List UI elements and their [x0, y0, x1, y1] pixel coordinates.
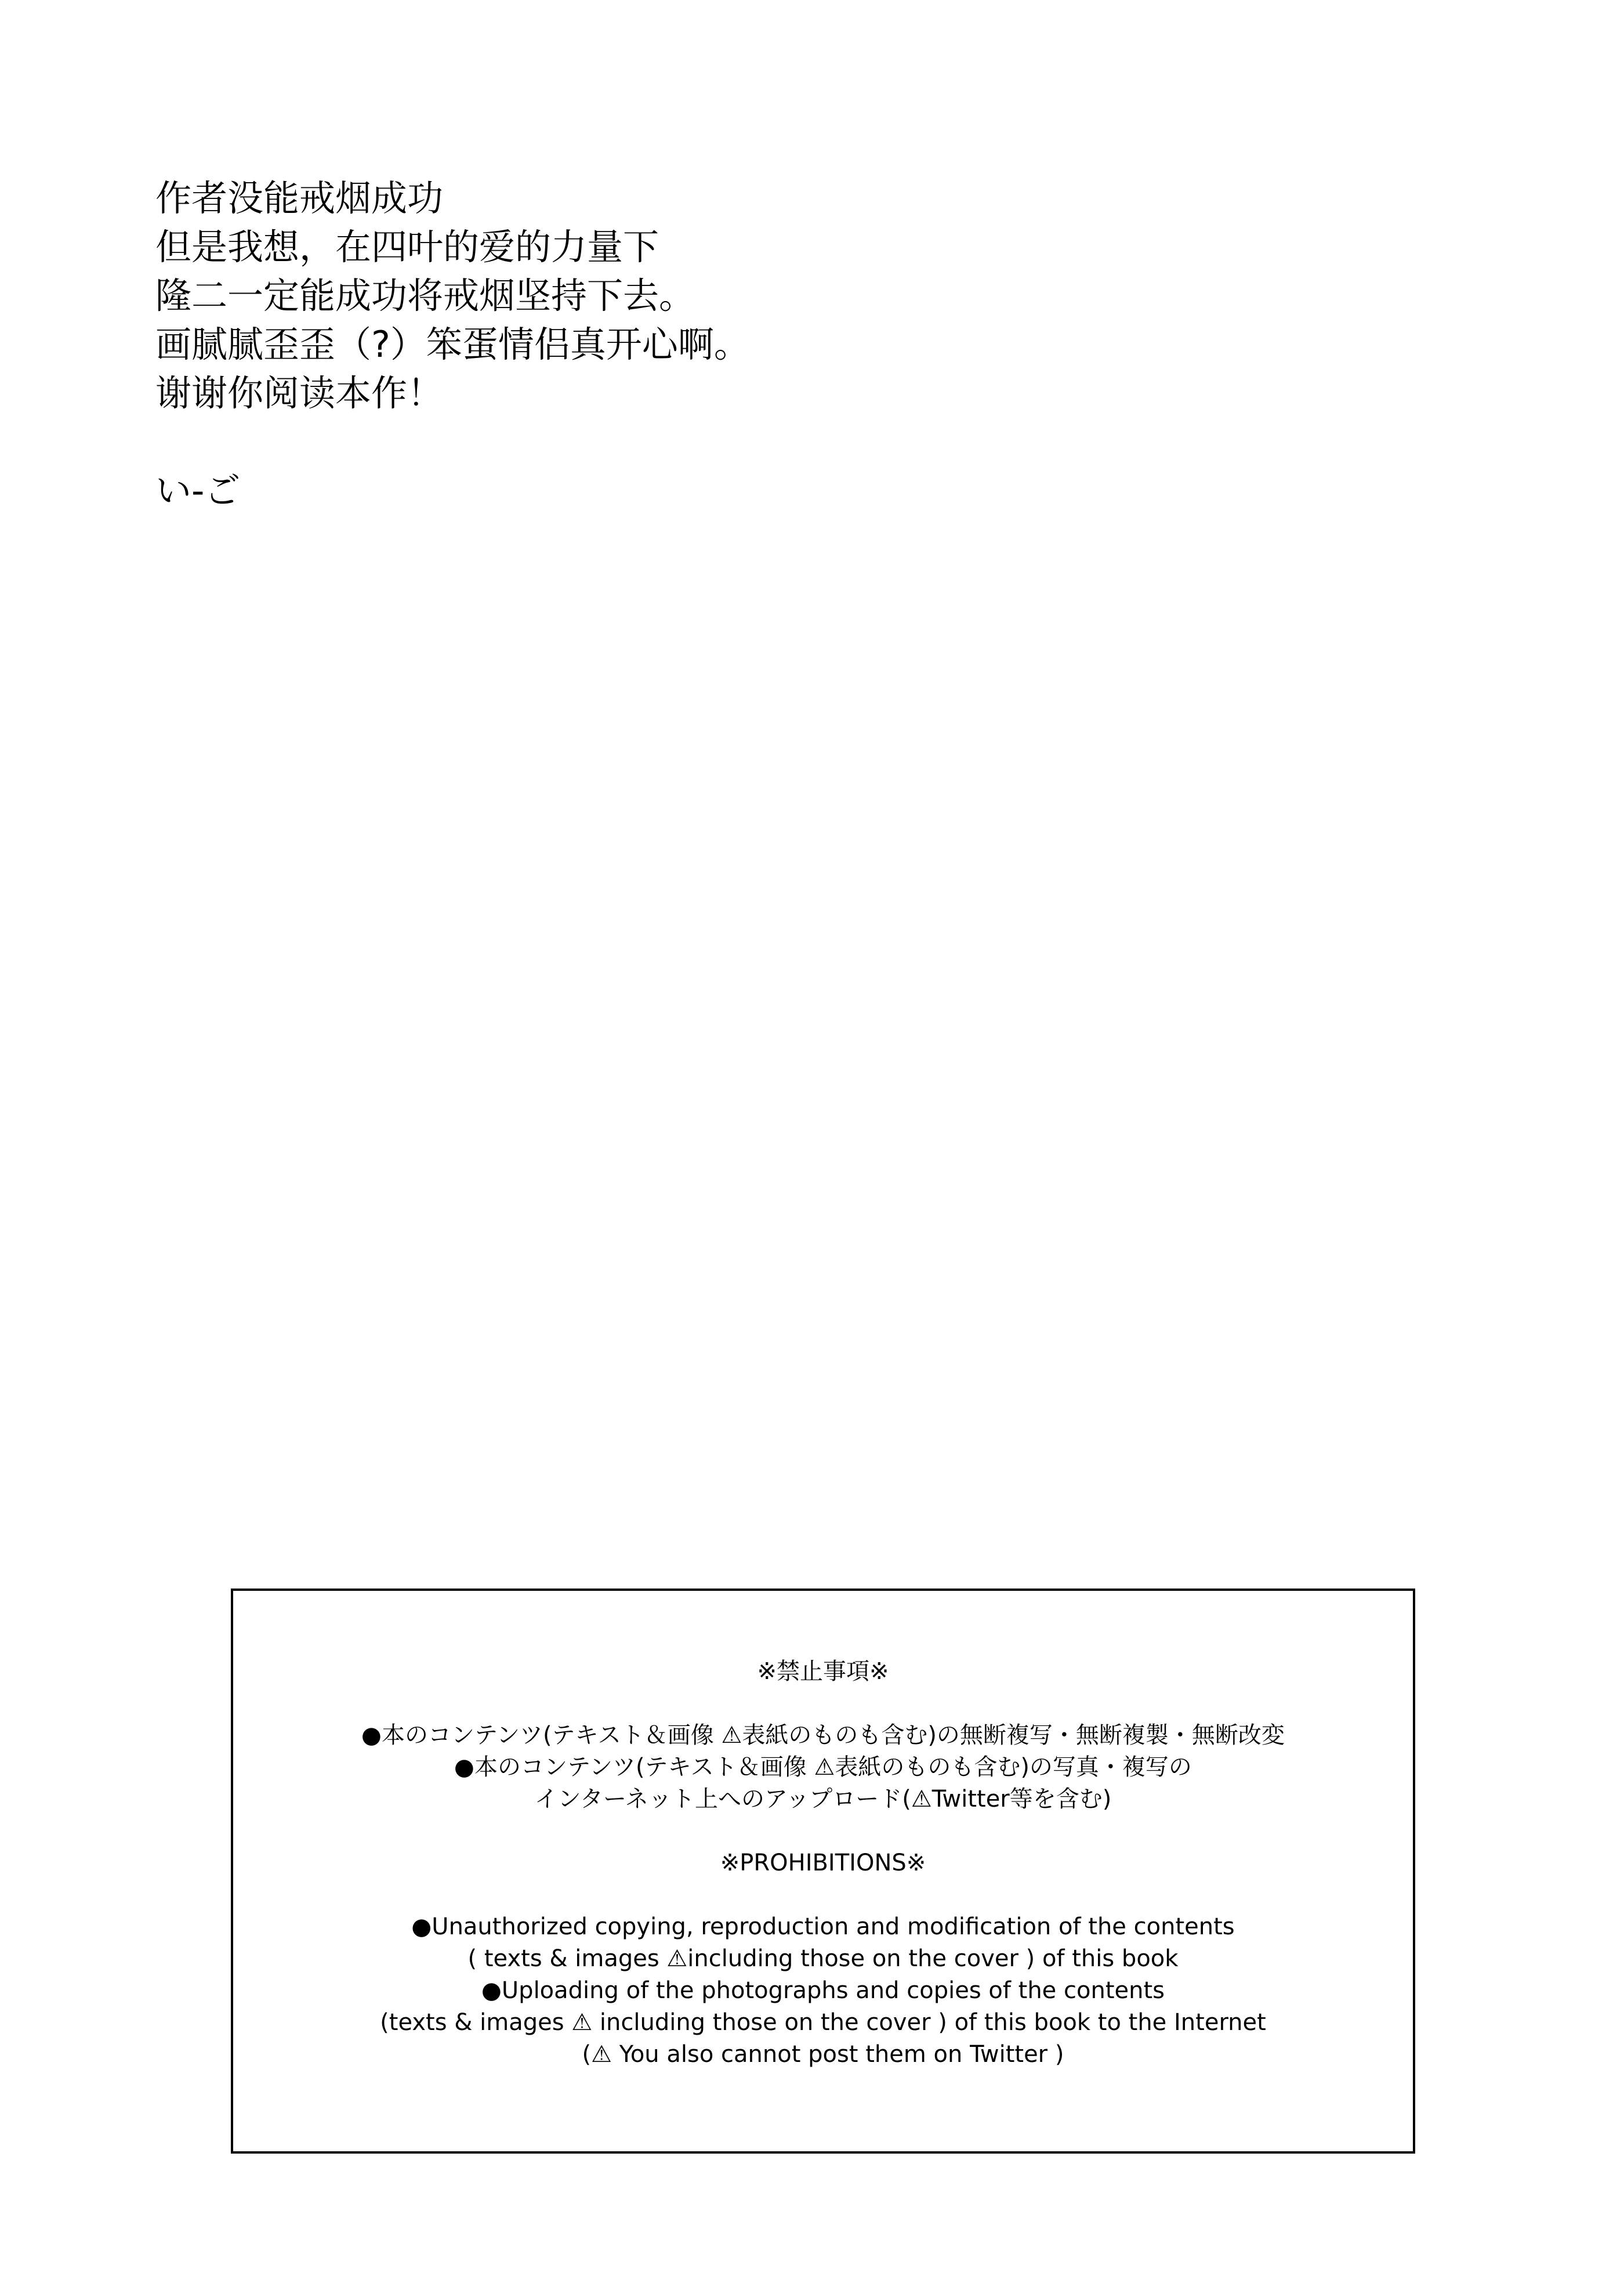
en-item: ●Unauthorized copying, reproduction and modification of the contents — [411, 1913, 1235, 1940]
jp-heading: ※禁止事項※ — [757, 1658, 889, 1685]
author-signature: い-ご — [155, 469, 241, 512]
prohibitions-notice-box — [231, 1589, 1415, 2154]
afterword-line: 隆二一定能成功将戒烟坚持下去。 — [155, 274, 695, 317]
afterword-line: 谢谢你阅读本作！ — [155, 372, 444, 414]
afterword-line: 画腻腻歪歪（?）笨蛋情侣真开心啊。 — [155, 323, 750, 366]
spacer — [233, 1815, 1413, 1847]
en-item: ●Uploading of the photographs and copies of the contents — [481, 1977, 1165, 2004]
en-item: ( texts & images ⚠including those on the cover ) of this book — [467, 1945, 1179, 1972]
en-item: (texts & images ⚠ including those on the cover ) of this book to the Internet — [380, 2009, 1266, 2036]
spacer — [233, 1879, 1413, 1911]
afterword-line: 但是我想，在四叶的爱的力量下 — [155, 226, 659, 268]
en-heading: ※PROHIBITIONS※ — [720, 1850, 926, 1876]
en-item: (⚠ You also cannot post them on Twitter ) — [582, 2041, 1064, 2068]
afterword-text — [155, 174, 1431, 515]
afterword-line: 作者没能戒烟成功 — [155, 177, 444, 219]
jp-item: インターネット上へのアップロード(⚠Twitter等を含む) — [534, 1786, 1112, 1812]
jp-item: ●本のコンテンツ(テキスト＆画像 ⚠表紙のものも含む)の無断複写・無断複製・無断改変 — [361, 1722, 1285, 1749]
spacer — [233, 1688, 1413, 1720]
notice-content — [233, 1656, 1413, 2071]
jp-item: ●本のコンテンツ(テキスト＆画像 ⚠表紙のものも含む)の写真・複写の — [454, 1754, 1192, 1781]
